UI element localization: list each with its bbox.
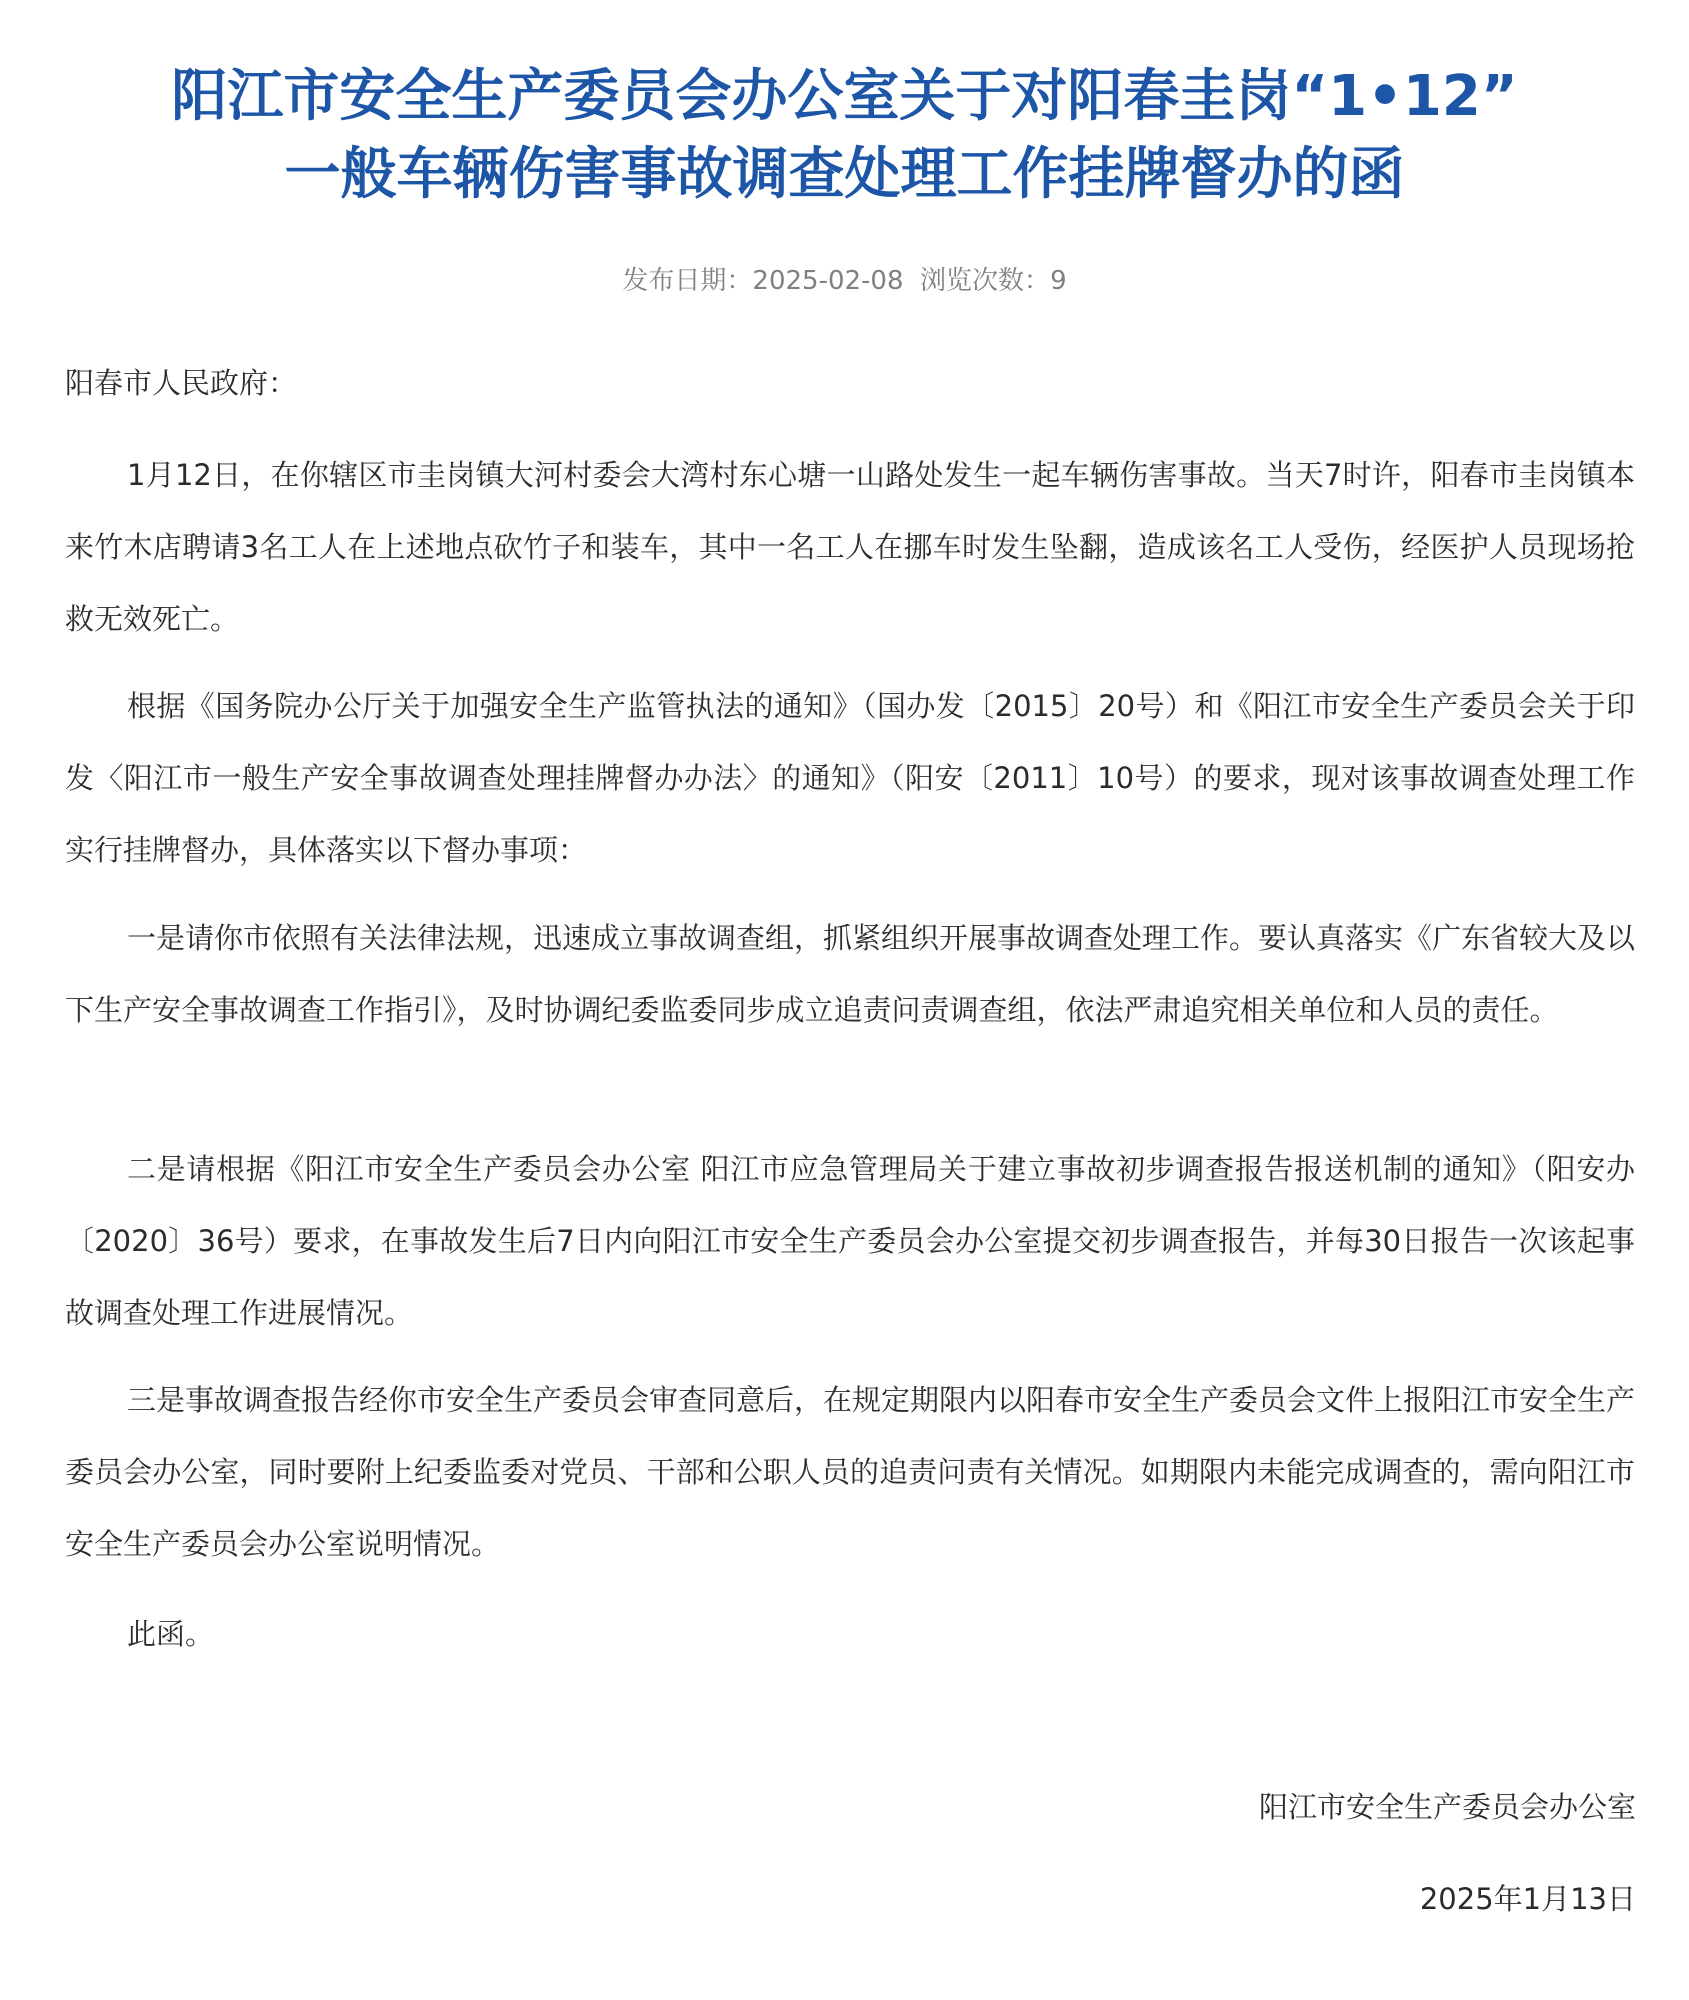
document-title-line-2: 一般车辆伤害事故调查处理工作挂牌督办的函 — [284, 142, 1405, 207]
salutation: 阳春市人民政府： — [65, 366, 298, 400]
paragraph-basis: 根据《国务院办公厅关于加强安全生产监管执法的通知》（国办发〔2015〕20号）和《阳江市安全生产委员会关于印发〈阳江市一般生产安全事故调查处理挂牌督办办法〉的通知》（阳安〔2011〕10号）的要求，现对该事故调查处理工作实行挂牌督办，具体落实以下督办事项： — [65, 689, 1635, 867]
view-count: 9 — [1050, 266, 1067, 296]
paragraph-item-three: 三是事故调查报告经你市安全生产委员会审查同意后，在规定期限内以阳春市安全生产委员会文件上报阳江市安全生产委员会办公室，同时要附上纪委监委对党员、干部和公职人员的追责问责有关情况。如期限内未能完成调查的，需向阳江市安全生产委员会办公室说明情况。 — [65, 1383, 1636, 1561]
paragraph-item-one: 一是请你市依照有关法律法规，迅速成立事故调查组，抓紧组织开展事故调查处理工作。要认真落实《广东省较大及以下生产安全事故调查工作指引》，及时协调纪委监委同步成立追责问责调查组，依法严肃追究相关单位和人员的责任。 — [65, 921, 1636, 1027]
document-title-line-1: 阳江市安全生产委员会办公室关于对阳春圭岗“1•12” — [171, 64, 1518, 129]
publish-date: 2025-02-08 — [752, 266, 904, 296]
document-meta — [0, 261, 1689, 301]
paragraph-closing: 此函。 — [127, 1617, 215, 1651]
signature-date: 2025年1月13日 — [1419, 1882, 1636, 1916]
paragraph-incident: 1月12日，在你辖区市圭岗镇大河村委会大湾村东心塘一山路处发生一起车辆伤害事故。当天7时许，阳春市圭岗镇本来竹木店聘请3名工人在上述地点砍竹子和装车，其中一名工人在挪车时发生坠翻，造成该名工人受伤，经医护人员现场抢救无效死亡。 — [65, 458, 1635, 636]
signature-organization: 阳江市安全生产委员会办公室 — [1258, 1790, 1636, 1824]
view-count-label: 浏览次数： — [920, 266, 1051, 296]
publish-date-label: 发布日期： — [622, 266, 753, 296]
paragraph-item-two: 二是请根据《阳江市安全生产委员会办公室 阳江市应急管理局关于建立事故初步调查报告报送机制的通知》（阳安办〔2020〕36号）要求，在事故发生后7日内向阳江市安全生产委员会办公室提交初步调查报告，并每30日报告一次该起事故调查处理工作进展情况。 — [65, 1152, 1635, 1330]
